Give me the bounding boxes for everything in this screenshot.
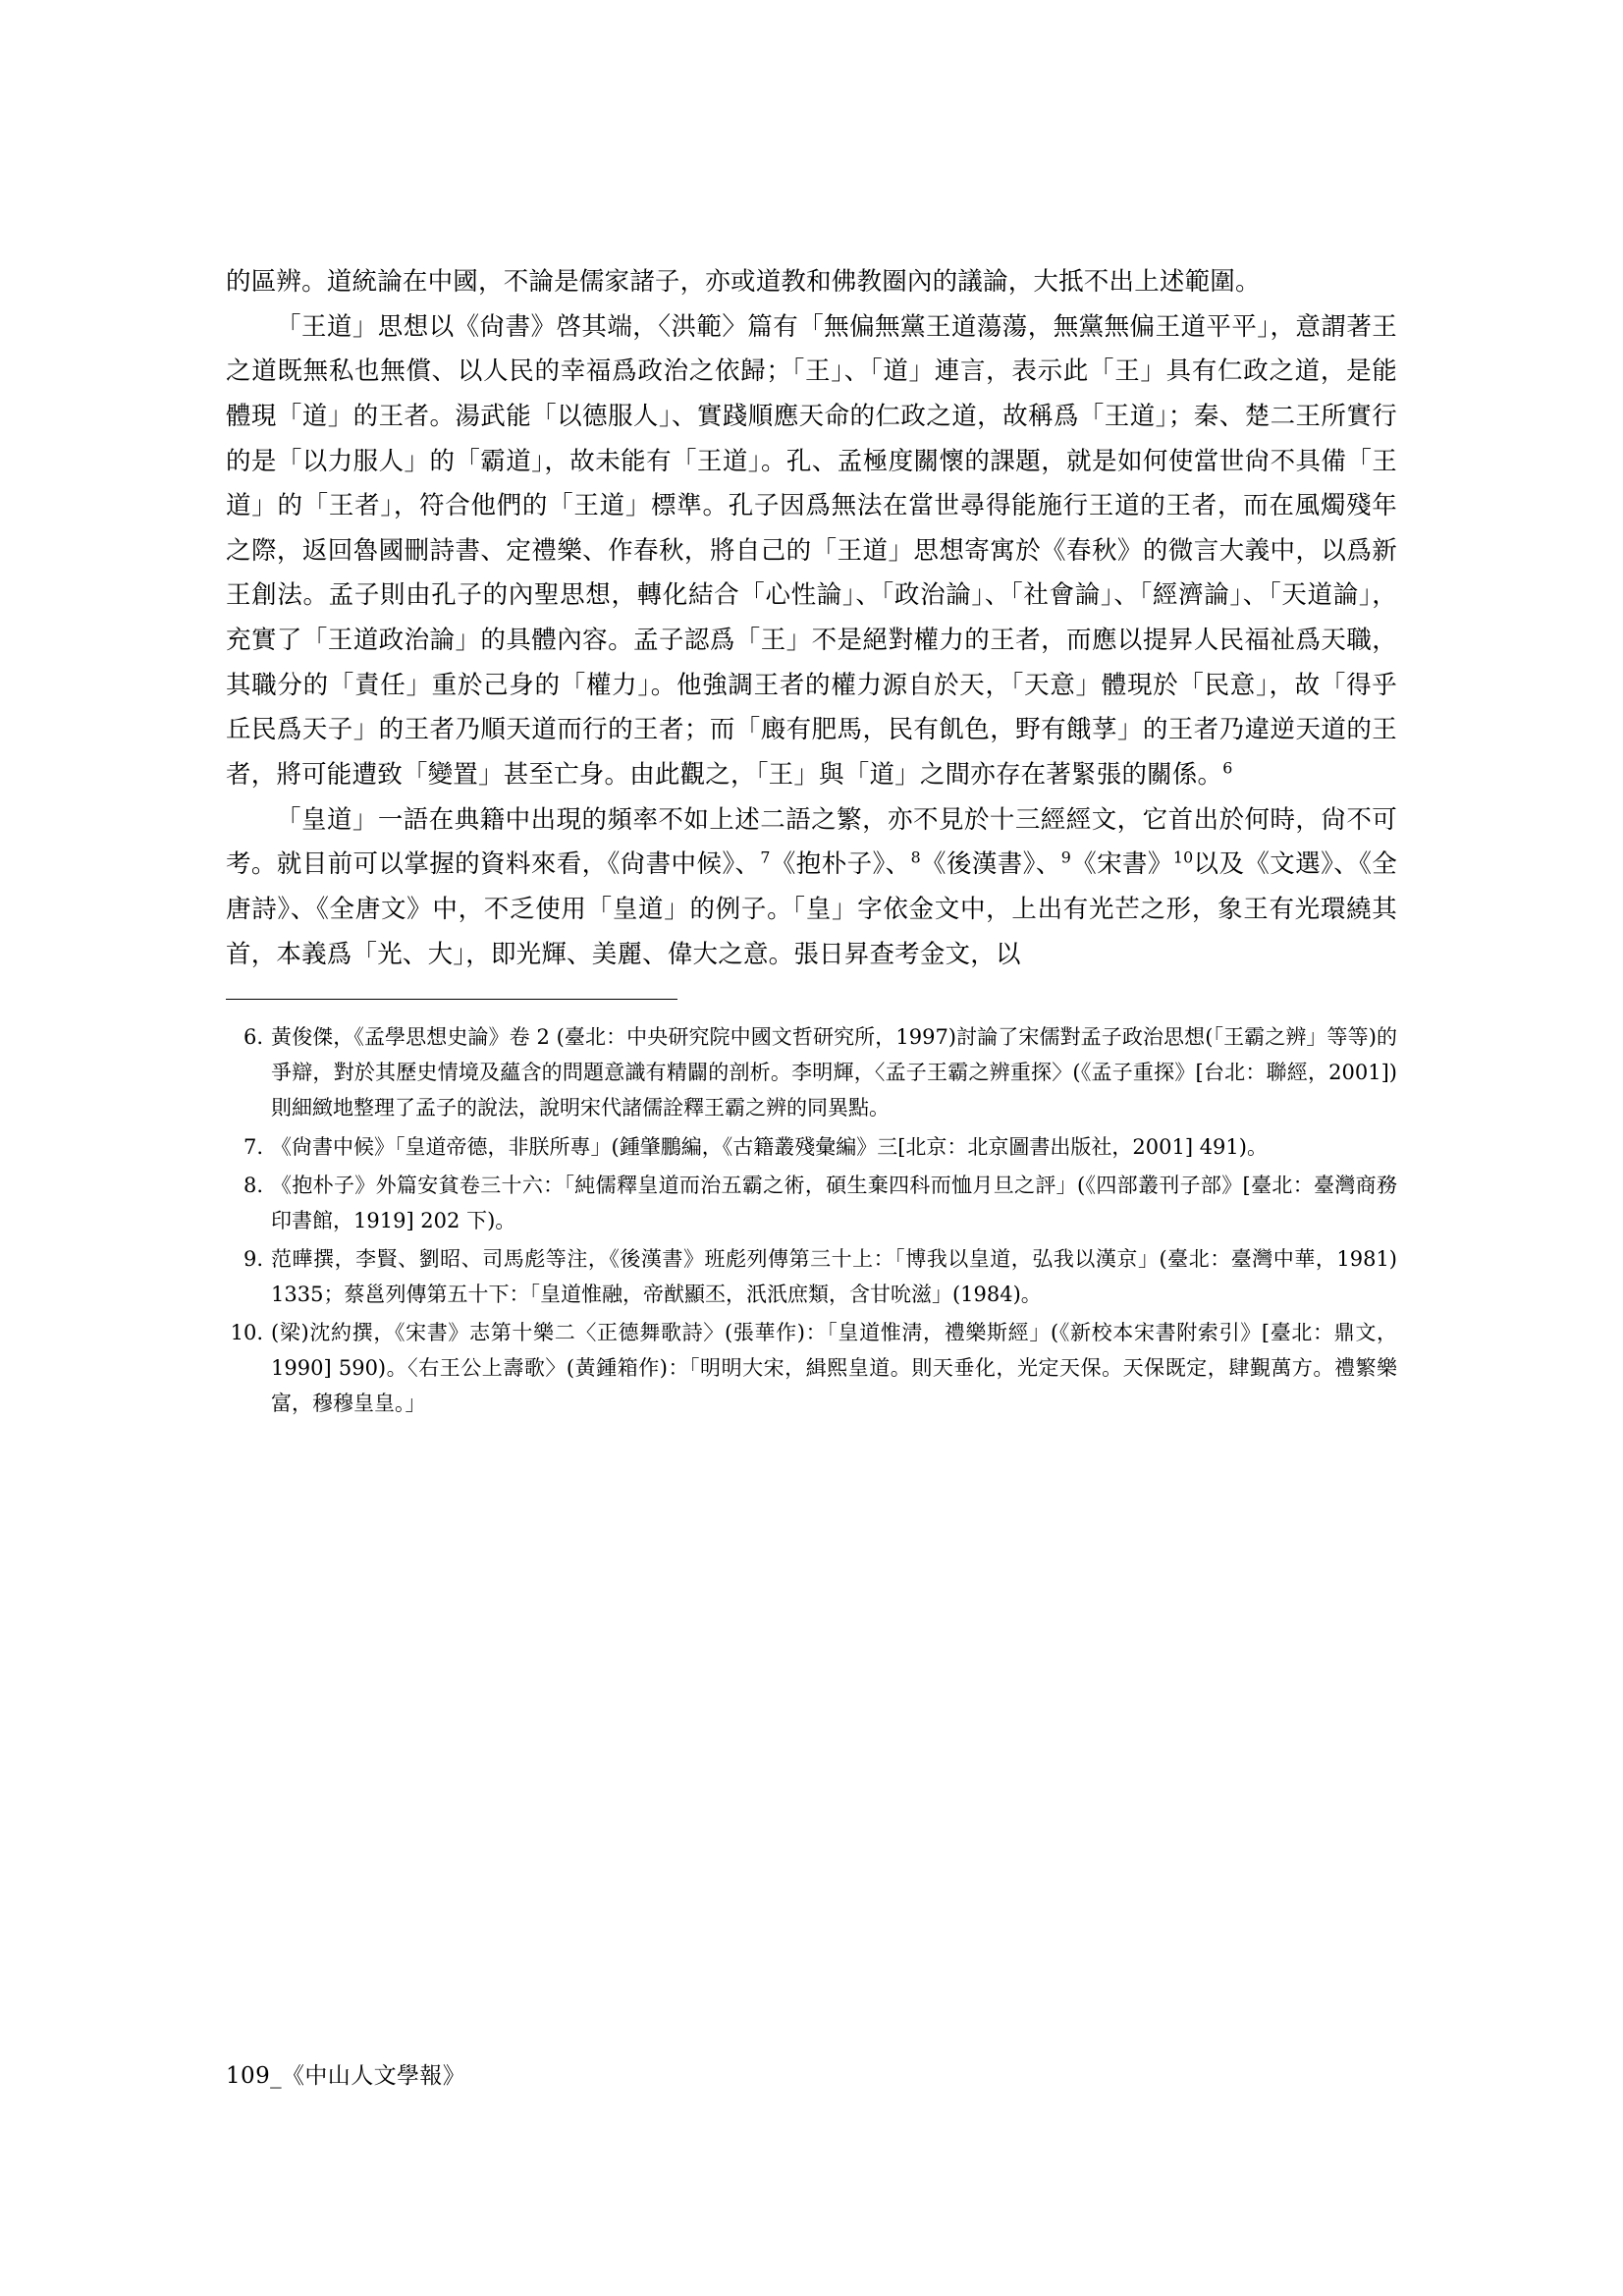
footnote-number: 6. — [243, 1025, 263, 1050]
footnote-marker-6: 6 — [1222, 758, 1233, 778]
footnote-marker-9: 9 — [1060, 847, 1071, 867]
paragraph-1: 的區辨。道統論在中國，不論是儒家諸子，亦或道教和佛教圈內的議論，大抵不出上述範圍。 — [226, 267, 1261, 297]
paragraph-3-text-e: 以及《文選》、《全唐詩》、《全唐文》中，不乏使用「皇道」的例子。「皇」字依金文中，上出有光芒之形，象王有光環繞其首，本義爲「光、大」，即光輝、美麗、偉大之意。張日昇查考金文，以 — [226, 849, 1397, 969]
page-footer: 109_《中山人文學報》 — [226, 2063, 466, 2089]
footnote-marker-10: 10 — [1172, 847, 1194, 867]
footnote-text: 黃俊傑，《孟學思想史論》卷 2 (臺北：中央研究院中國文哲研究所，1997)討論了宋儒對孟子政治思想(「王霸之辨」等等)的爭辯，對於其歷史情境及蘊含的問題意識有精闢的剖析。李明輝，〈孟子王霸之辨重探〉(《孟子重探》[台北：聯經，2001])則細緻地整理了孟子的說法，說明宋代諸儒詮釋王霸之辨的同異點。 — [271, 1025, 1397, 1121]
footnote-item — [226, 1168, 1397, 1238]
main-body-text — [226, 260, 1397, 977]
footnote-text: (梁)沈約撰，《宋書》志第十樂二〈正德舞歌詩〉(張華作)：「皇道惟淸，禮樂斯經」(《新校本宋書附索引》[臺北：鼎文，1990] 590)。〈右王公上壽歌〉(黃鍾箱作)：「明明大宋，緝熙皇道。則天垂化，光定天保。天保既定，肆覲萬方。禮繁樂富，穆穆皇皇。」 — [271, 1321, 1397, 1416]
footnote-text: 《抱朴子》外篇安貧卷三十六：「純儒釋皇道而治五霸之術，碩生棄四科而恤月旦之評」(《四部叢刊子部》[臺北：臺灣商務印書館，1919] 202 下)。 — [271, 1173, 1397, 1232]
footnote-item — [226, 1019, 1397, 1125]
footnote-marker-7: 7 — [760, 847, 771, 867]
paragraph-2 — [226, 305, 1397, 798]
paragraph-2-text: 「王道」思想以《尙書》啓其端，〈洪範〉篇有「無偏無黨王道蕩蕩，無黨無偏王道平平」，意謂著王之道既無私也無償、以人民的幸福爲政治之依歸；「王」、「道」連言，表示此「王」具有仁政之道，是能體現「道」的王者。湯武能「以德服人」、實踐順應天命的仁政之道，故稱爲「王道」；秦、楚二王所實行的是「以力服人」的「霸道」，故未能有「王道」。孔、孟極度關懷的課題，就是如何使當世尙不具備「王道」的「王者」，符合他們的「王道」標準。孔子因爲無法在當世尋得能施行王道的王者，而在風燭殘年之際，返回魯國刪詩書、定禮樂、作春秋，將自己的「王道」思想寄寓於《春秋》的微言大義中，以爲新王創法。孟子則由孔子的內聖思想，轉化結合「心性論」、「政治論」、「社會論」、「經濟論」、「天道論」，充實了「王道政治論」的具體內容。孟子認爲「王」不是絕對權力的王者，而應以提昇人民福祉爲天職，其職分的「責任」重於己身的「權力」。他強調王者的權力源自於天，「天意」體現於「民意」，故「得乎丘民爲天子」的王者乃順天道而行的王者；而「廄有肥馬，民有飢色，野有餓莩」的王者乃違逆天道的王者，將可能遭致「變置」甚至亡身。由此觀之，「王」與「道」之間亦存在著緊張的關係。 — [226, 311, 1397, 791]
footnote-number: 7. — [243, 1134, 263, 1159]
footnote-number: 9. — [243, 1246, 263, 1271]
paragraph-3-text-a: 「皇道」一語在典籍中出現的頻率不如上述二語之繁，亦不見於十三經經文，它首出於何時，尙不可考。就目前可以掌握的資料來看，《尙書中候》、 — [226, 804, 1397, 880]
footnote-separator-rule — [226, 999, 677, 1000]
footnote-item — [226, 1129, 1397, 1165]
footnote-item — [226, 1315, 1397, 1421]
paragraph-3-text-c: 《後漢書》、 — [920, 849, 1061, 880]
paragraph-3-text-d: 《宋書》 — [1071, 849, 1173, 880]
footnote-number: 10. — [230, 1321, 263, 1345]
footnote-number: 8. — [243, 1173, 263, 1197]
footnote-list — [226, 1019, 1397, 1421]
paragraph-3 — [226, 798, 1397, 978]
footnote-text: 范曄撰，李賢、劉昭、司馬彪等注，《後漢書》班彪列傳第三十上：「博我以皇道，弘我以漢京」(臺北：臺灣中華，1981) 1335；蔡邕列傳第五十下：「皇道惟融，帝猷顯丕，汦汦庶類，含甘吮滋」(1984)。 — [271, 1246, 1397, 1307]
footnote-marker-8: 8 — [910, 847, 921, 867]
paragraph-3-text-b: 《抱朴子》、 — [770, 849, 911, 880]
footnote-text: 《尙書中候》「皇道帝德，非朕所專」(鍾肇鵬編，《古籍叢殘彙編》三[北京：北京圖書出版社，2001] 491)。 — [271, 1134, 1268, 1159]
footnote-item — [226, 1241, 1397, 1312]
